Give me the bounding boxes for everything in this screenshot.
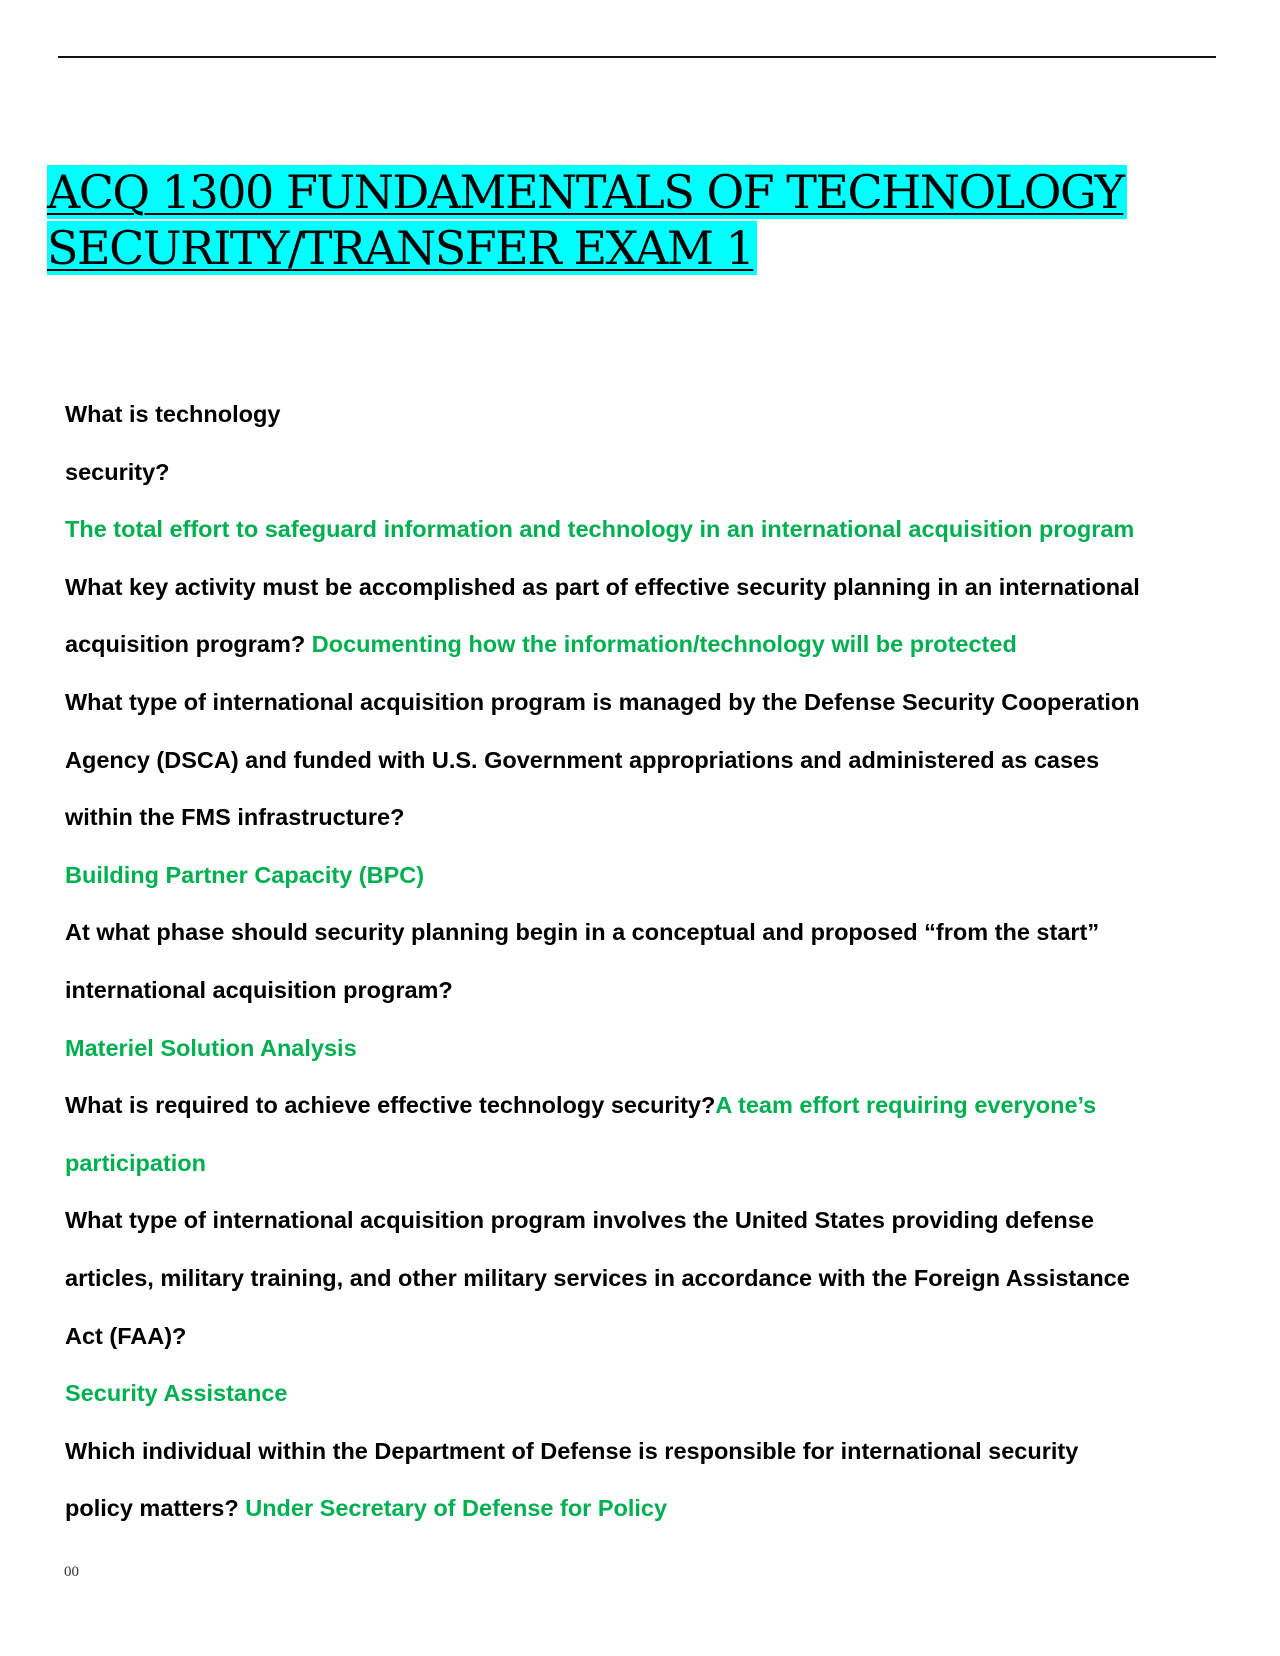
answer-line: Building Partner Capacity (BPC) [65,861,425,888]
question-answer-line [65,616,1225,674]
page-number: 00 [64,1564,79,1580]
question-line: articles, military training, and other military services in accordance with the Foreign Assistance [65,1264,1130,1291]
answer-text: Documenting how the information/technology will be protected [311,631,1017,658]
question-line: What key activity must be accomplished as part of effective security planning in an international [65,573,1140,600]
answer-line: Materiel Solution Analysis [65,1034,357,1061]
question-line: Which individual within the Department of Defense is responsible for international security [65,1437,1079,1464]
question-line: At what phase should security planning begin in a conceptual and proposed “from the start” [65,919,1100,946]
question-answer-line [65,1480,1225,1538]
title-line-2: SECURITY/TRANSFER EXAM 1 [47,220,1227,276]
answer-text: Under Secretary of Defense for Policy [245,1495,668,1522]
question-line: security? [65,458,170,485]
question-text: What is required to achieve effective technology security? [65,1092,716,1119]
question-line: within the FMS infrastructure? [65,804,405,831]
qa-list [65,386,1225,1538]
answer-text: A team effort requiring everyone’s [715,1092,1097,1119]
question-line: What type of international acquisition program involves the United States providing defense [65,1207,1094,1234]
answer-line: participation [65,1149,207,1176]
question-line: What type of international acquisition program is managed by the Defense Security Cooperation [65,688,1140,715]
question-line: Act (FAA)? [65,1322,187,1349]
title-line-1: ACQ 1300 FUNDAMENTALS OF TECHNOLOGY [47,164,1227,220]
question-answer-line [65,1077,1225,1135]
question-line: What is technology [65,401,281,427]
answer-line: The total effort to safeguard information and technology in an international acquisition program [65,516,1135,543]
document-title [47,164,1227,276]
question-line: international acquisition program? [65,976,453,1003]
question-text: acquisition program? [65,631,306,658]
answer-line: Security Assistance [65,1380,288,1407]
question-line: Agency (DSCA) and funded with U.S. Government appropriations and administered as cases [65,746,1100,773]
question-text: policy matters? [65,1495,239,1522]
top-horizontal-rule [58,56,1216,58]
